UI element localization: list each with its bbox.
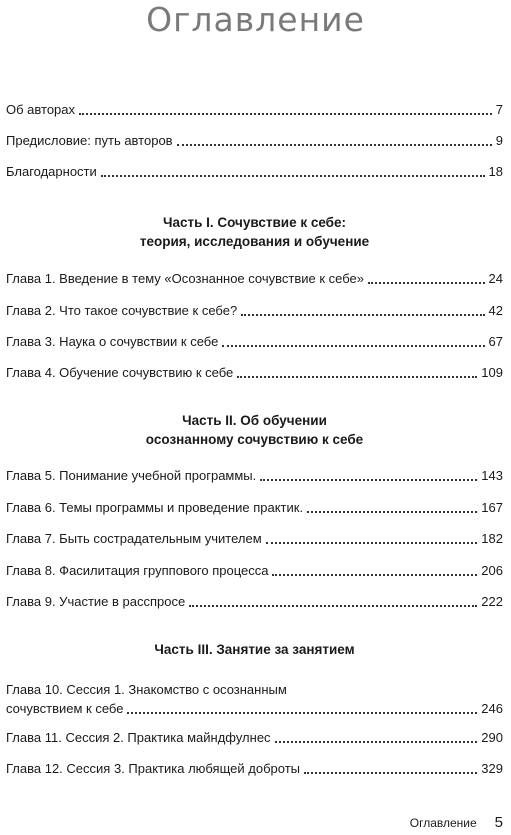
toc-entry-label: Глава 8. Фасилитация группового процесса — [6, 563, 269, 578]
toc-entry-chapter-9[interactable] — [6, 594, 503, 610]
toc-entry-chapter-11[interactable] — [6, 730, 503, 746]
toc-entry-chapter-1[interactable] — [6, 271, 503, 287]
toc-entry-label-continued: сочувствием к себе — [6, 701, 124, 716]
dot-leader — [304, 772, 477, 774]
part-heading-line: теория, исследования и обучение — [139, 234, 370, 249]
dot-leader — [189, 605, 477, 607]
page-number: 5 — [494, 814, 503, 831]
toc-entry-chapter-5[interactable] — [6, 468, 503, 484]
part-heading-line: Часть II. Об обучении — [182, 413, 327, 428]
toc-entry-page: 222 — [481, 594, 503, 609]
dot-leader — [79, 113, 492, 115]
dot-leader — [275, 741, 478, 743]
toc-entry-chapter-8[interactable] — [6, 563, 503, 579]
toc-entry-chapter-6[interactable] — [6, 500, 503, 516]
dot-leader — [368, 282, 485, 284]
toc-entry-page: 18 — [488, 164, 503, 179]
dot-leader — [127, 712, 477, 714]
page-title: Оглавление — [146, 0, 365, 39]
toc-entry-label: Глава 6. Темы программы и проведение практик. — [6, 500, 304, 515]
toc-entry-label: Глава 12. Сессия 3. Практика любящей доброты — [6, 761, 300, 776]
toc-entry-label: Глава 4. Обучение сочувствию к себе — [6, 365, 234, 380]
part-heading — [6, 411, 503, 449]
dot-leader — [237, 376, 477, 378]
part-heading — [6, 640, 503, 659]
toc-entry-chapter-3[interactable] — [6, 334, 503, 350]
toc-entry-chapter-12[interactable] — [6, 761, 503, 777]
toc-entry-label: Глава 11. Сессия 2. Практика майндфулнес — [6, 730, 271, 745]
dot-leader — [266, 542, 478, 544]
toc-entry-label: Глава 7. Быть сострадательным учителем — [6, 531, 262, 546]
toc-entry-label: Глава 3. Наука о сочувствии к себе — [6, 334, 219, 349]
toc-entry-page: 246 — [481, 701, 503, 716]
dot-leader — [101, 175, 485, 177]
toc-entry-label: Глава 9. Участие в расспросе — [6, 594, 186, 609]
toc-entry-page: 7 — [495, 102, 503, 117]
dot-leader — [272, 574, 477, 576]
toc-entry-about-authors[interactable] — [6, 102, 503, 118]
toc-entry-label: Об авторах — [6, 102, 76, 117]
dot-leader — [241, 314, 484, 316]
toc-entry-label: Глава 2. Что такое сочувствие к себе? — [6, 303, 238, 318]
page-footer — [410, 814, 503, 831]
toc-entry-label: Глава 10. Сессия 1. Знакомство с осознанным — [6, 682, 287, 697]
toc-entry-chapter-4[interactable] — [6, 365, 503, 381]
toc-entry-page: 143 — [481, 468, 503, 483]
toc-entry-label: Благодарности — [6, 164, 97, 179]
toc-entry-acknowledgments[interactable] — [6, 164, 503, 180]
toc-entry-preface[interactable] — [6, 133, 503, 149]
toc-entry-page: 9 — [495, 133, 503, 148]
dot-leader — [307, 511, 477, 513]
toc-entry-page: 67 — [488, 334, 503, 349]
toc-entry-chapter-10[interactable] — [6, 680, 503, 718]
toc-entry-chapter-7[interactable] — [6, 531, 503, 547]
toc-entry-label: Предисловие: путь авторов — [6, 133, 173, 148]
toc-entry-page: 24 — [488, 271, 503, 286]
dot-leader — [260, 479, 477, 481]
part-heading-line: Часть III. Занятие за занятием — [154, 642, 355, 657]
dot-leader — [222, 345, 484, 347]
running-head: Оглавление — [409, 816, 477, 830]
toc-entry-page: 206 — [481, 563, 503, 578]
part-heading-line: осознанному сочувствию к себе — [145, 432, 364, 447]
toc-entry-page: 42 — [488, 303, 503, 318]
toc-entry-chapter-2[interactable] — [6, 303, 503, 319]
toc-entry-label: Глава 5. Понимание учебной программы. — [6, 468, 257, 483]
toc-entry-page: 182 — [481, 531, 503, 546]
part-heading-line: Часть I. Сочувствие к себе: — [162, 215, 347, 230]
toc-entry-page: 109 — [481, 365, 503, 380]
toc-entry-label: Глава 1. Введение в тему «Осознанное сочувствие к себе» — [6, 271, 365, 286]
part-heading — [6, 213, 503, 251]
toc-entry-page: 329 — [481, 761, 503, 776]
toc-entry-page: 167 — [481, 500, 503, 515]
toc-entry-page: 290 — [481, 730, 503, 745]
dot-leader — [177, 144, 492, 146]
